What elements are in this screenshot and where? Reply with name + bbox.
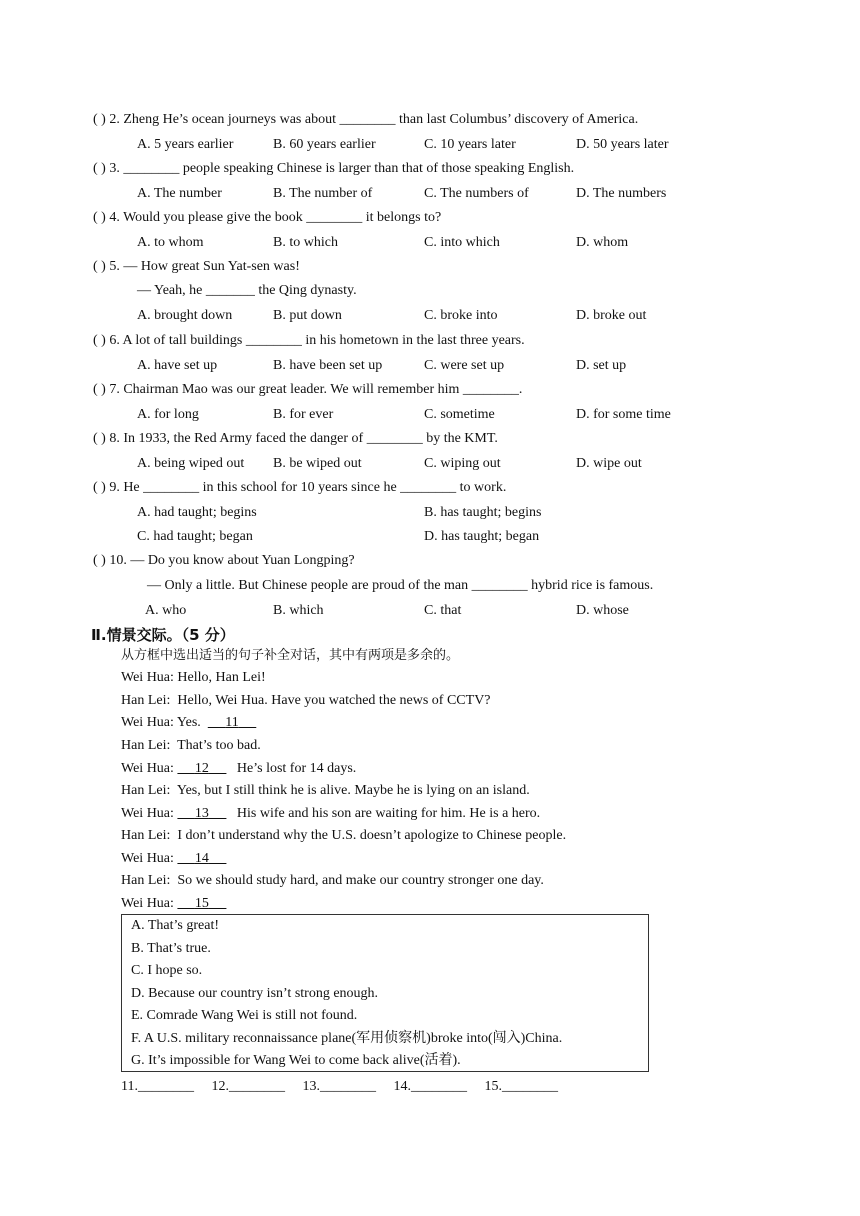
q3-option-b: B. The number of [273,186,373,201]
q7-option-c: C. sometime [424,407,495,422]
q6-option-b: B. have been set up [273,358,383,373]
q3-option-c: C. The numbers of [424,186,529,201]
dialogue-line: Wei Hua: 15 [121,895,226,913]
question-9-stem: ( ) 9. He ________ in this school for 10 years since he ________ to work. [93,480,507,495]
dialogue-line: Han Lei: So we should study hard, and make our country stronger one day. [121,873,544,888]
q2-option-b: B. 60 years earlier [273,137,376,152]
question-7-stem: ( ) 7. Chairman Mao was our great leader. We will remember him ________. [93,382,523,397]
q9-option-c: C. had taught; began [137,529,253,544]
dialogue-line: Han Lei: That’s too bad. [121,738,261,753]
q10-option-b: B. which [273,603,324,618]
q2-option-a: A. 5 years earlier [137,137,234,152]
question-5-stem: ( ) 5. — How great Sun Yat-sen was! [93,259,300,274]
dialogue-line: Han Lei: I don’t understand why the U.S. doesn’t apologize to Chinese people. [121,828,567,843]
choice-d: D. Because our country isn’t strong enough. [131,986,379,1001]
q8-option-c: C. wiping out [424,456,501,471]
q5-option-c: C. broke into [424,308,498,323]
q9-option-b: B. has taught; begins [424,505,542,520]
choice-f: F. A U.S. military reconnaissance plane(军用侦察机)broke into(闯入)China. [131,1031,563,1046]
section-2-instruction: 从方框中选出适当的句子补全对话，其中有两项是多余的。 [121,648,460,663]
blank-14[interactable]: 14 [194,851,209,866]
choice-b: B. That’s true. [131,941,211,956]
q8-option-b: B. be wiped out [273,456,362,471]
q4-option-c: C. into which [424,235,500,250]
q8-option-d: D. wipe out [576,456,642,471]
q10-option-c: C. that [424,603,462,618]
blank-12[interactable]: 12 [194,761,209,776]
question-2-stem: ( ) 2. Zheng He’s ocean journeys was about ________ than last Columbus’ discovery of America. [93,112,639,127]
answer-blank-14[interactable]: 14.________ [393,1079,467,1094]
q3-option-d: D. The numbers [576,186,667,201]
question-6-stem: ( ) 6. A lot of tall buildings ________ in his hometown in the last three years. [93,333,525,348]
dialogue-line: Han Lei: Hello, Wei Hua. Have you watched the news of CCTV? [121,693,491,708]
answer-blanks [121,1079,572,1095]
q9-option-d: D. has taught; began [424,529,540,544]
blank-11[interactable]: 11 [225,715,239,730]
q2-option-d: D. 50 years later [576,137,669,152]
q6-option-d: D. set up [576,358,627,373]
q6-option-a: A. have set up [137,358,218,373]
q8-option-a: A. being wiped out [137,456,245,471]
q3-option-a: A. The number [137,186,222,201]
answer-blank-11[interactable]: 11.________ [121,1079,194,1094]
choice-e: E. Comrade Wang Wei is still not found. [131,1008,358,1023]
choice-a: A. That’s great! [131,918,219,933]
choices-box [121,914,649,1072]
dialogue-line: Wei Hua: 13 His wife and his son are waiting for him. He is a hero. [121,806,541,821]
q5-option-b: B. put down [273,308,342,323]
q4-option-b: B. to which [273,235,338,250]
q10-option-a: A. who [145,603,187,618]
q5-option-a: A. brought down [137,308,233,323]
blank-13[interactable]: 13 [194,806,209,821]
question-3-stem: ( ) 3. ________ people speaking Chinese is larger than that of those speaking English. [93,161,575,176]
question-4-stem: ( ) 4. Would you please give the book ________ it belongs to? [93,210,442,225]
answer-blank-15[interactable]: 15.________ [484,1079,558,1094]
choice-g: G. It’s impossible for Wang Wei to come back alive(活着). [131,1053,461,1068]
q9-option-a: A. had taught; begins [137,505,257,520]
question-10-stem: ( ) 10. — Do you know about Yuan Longping? [93,553,355,568]
choice-c: C. I hope so. [131,963,203,978]
question-8-stem: ( ) 8. In 1933, the Red Army faced the danger of ________ by the KMT. [93,431,498,446]
q4-option-d: D. whom [576,235,629,250]
q2-option-c: C. 10 years later [424,137,516,152]
q10-option-d: D. whose [576,603,629,618]
q6-option-c: C. were set up [424,358,505,373]
q7-option-a: A. for long [137,407,199,422]
question-10-stem-2: — Only a little. But Chinese people are proud of the man ________ hybrid rice is famous. [147,578,654,593]
dialogue-line: Wei Hua: Hello, Han Lei! [121,670,266,685]
dialogue-line: Wei Hua: 12 He’s lost for 14 days. [121,761,357,776]
answer-blank-13[interactable]: 13.________ [302,1079,376,1094]
dialogue-line: Han Lei: Yes, but I still think he is alive. Maybe he is lying on an island. [121,783,530,798]
q4-option-a: A. to whom [137,235,204,250]
dialogue-line: Wei Hua: 14 [121,850,226,868]
q7-option-d: D. for some time [576,407,671,422]
q7-option-b: B. for ever [273,407,334,422]
dialogue-line: Wei Hua: Yes. 11 [121,714,256,732]
question-5-stem-2: — Yeah, he _______ the Qing dynasty. [137,283,357,298]
blank-15[interactable]: 15 [194,896,209,911]
answer-blank-12[interactable]: 12.________ [211,1079,285,1094]
q5-option-d: D. broke out [576,308,647,323]
section-2-title: Ⅱ.情景交际。（5 分） [91,626,235,644]
